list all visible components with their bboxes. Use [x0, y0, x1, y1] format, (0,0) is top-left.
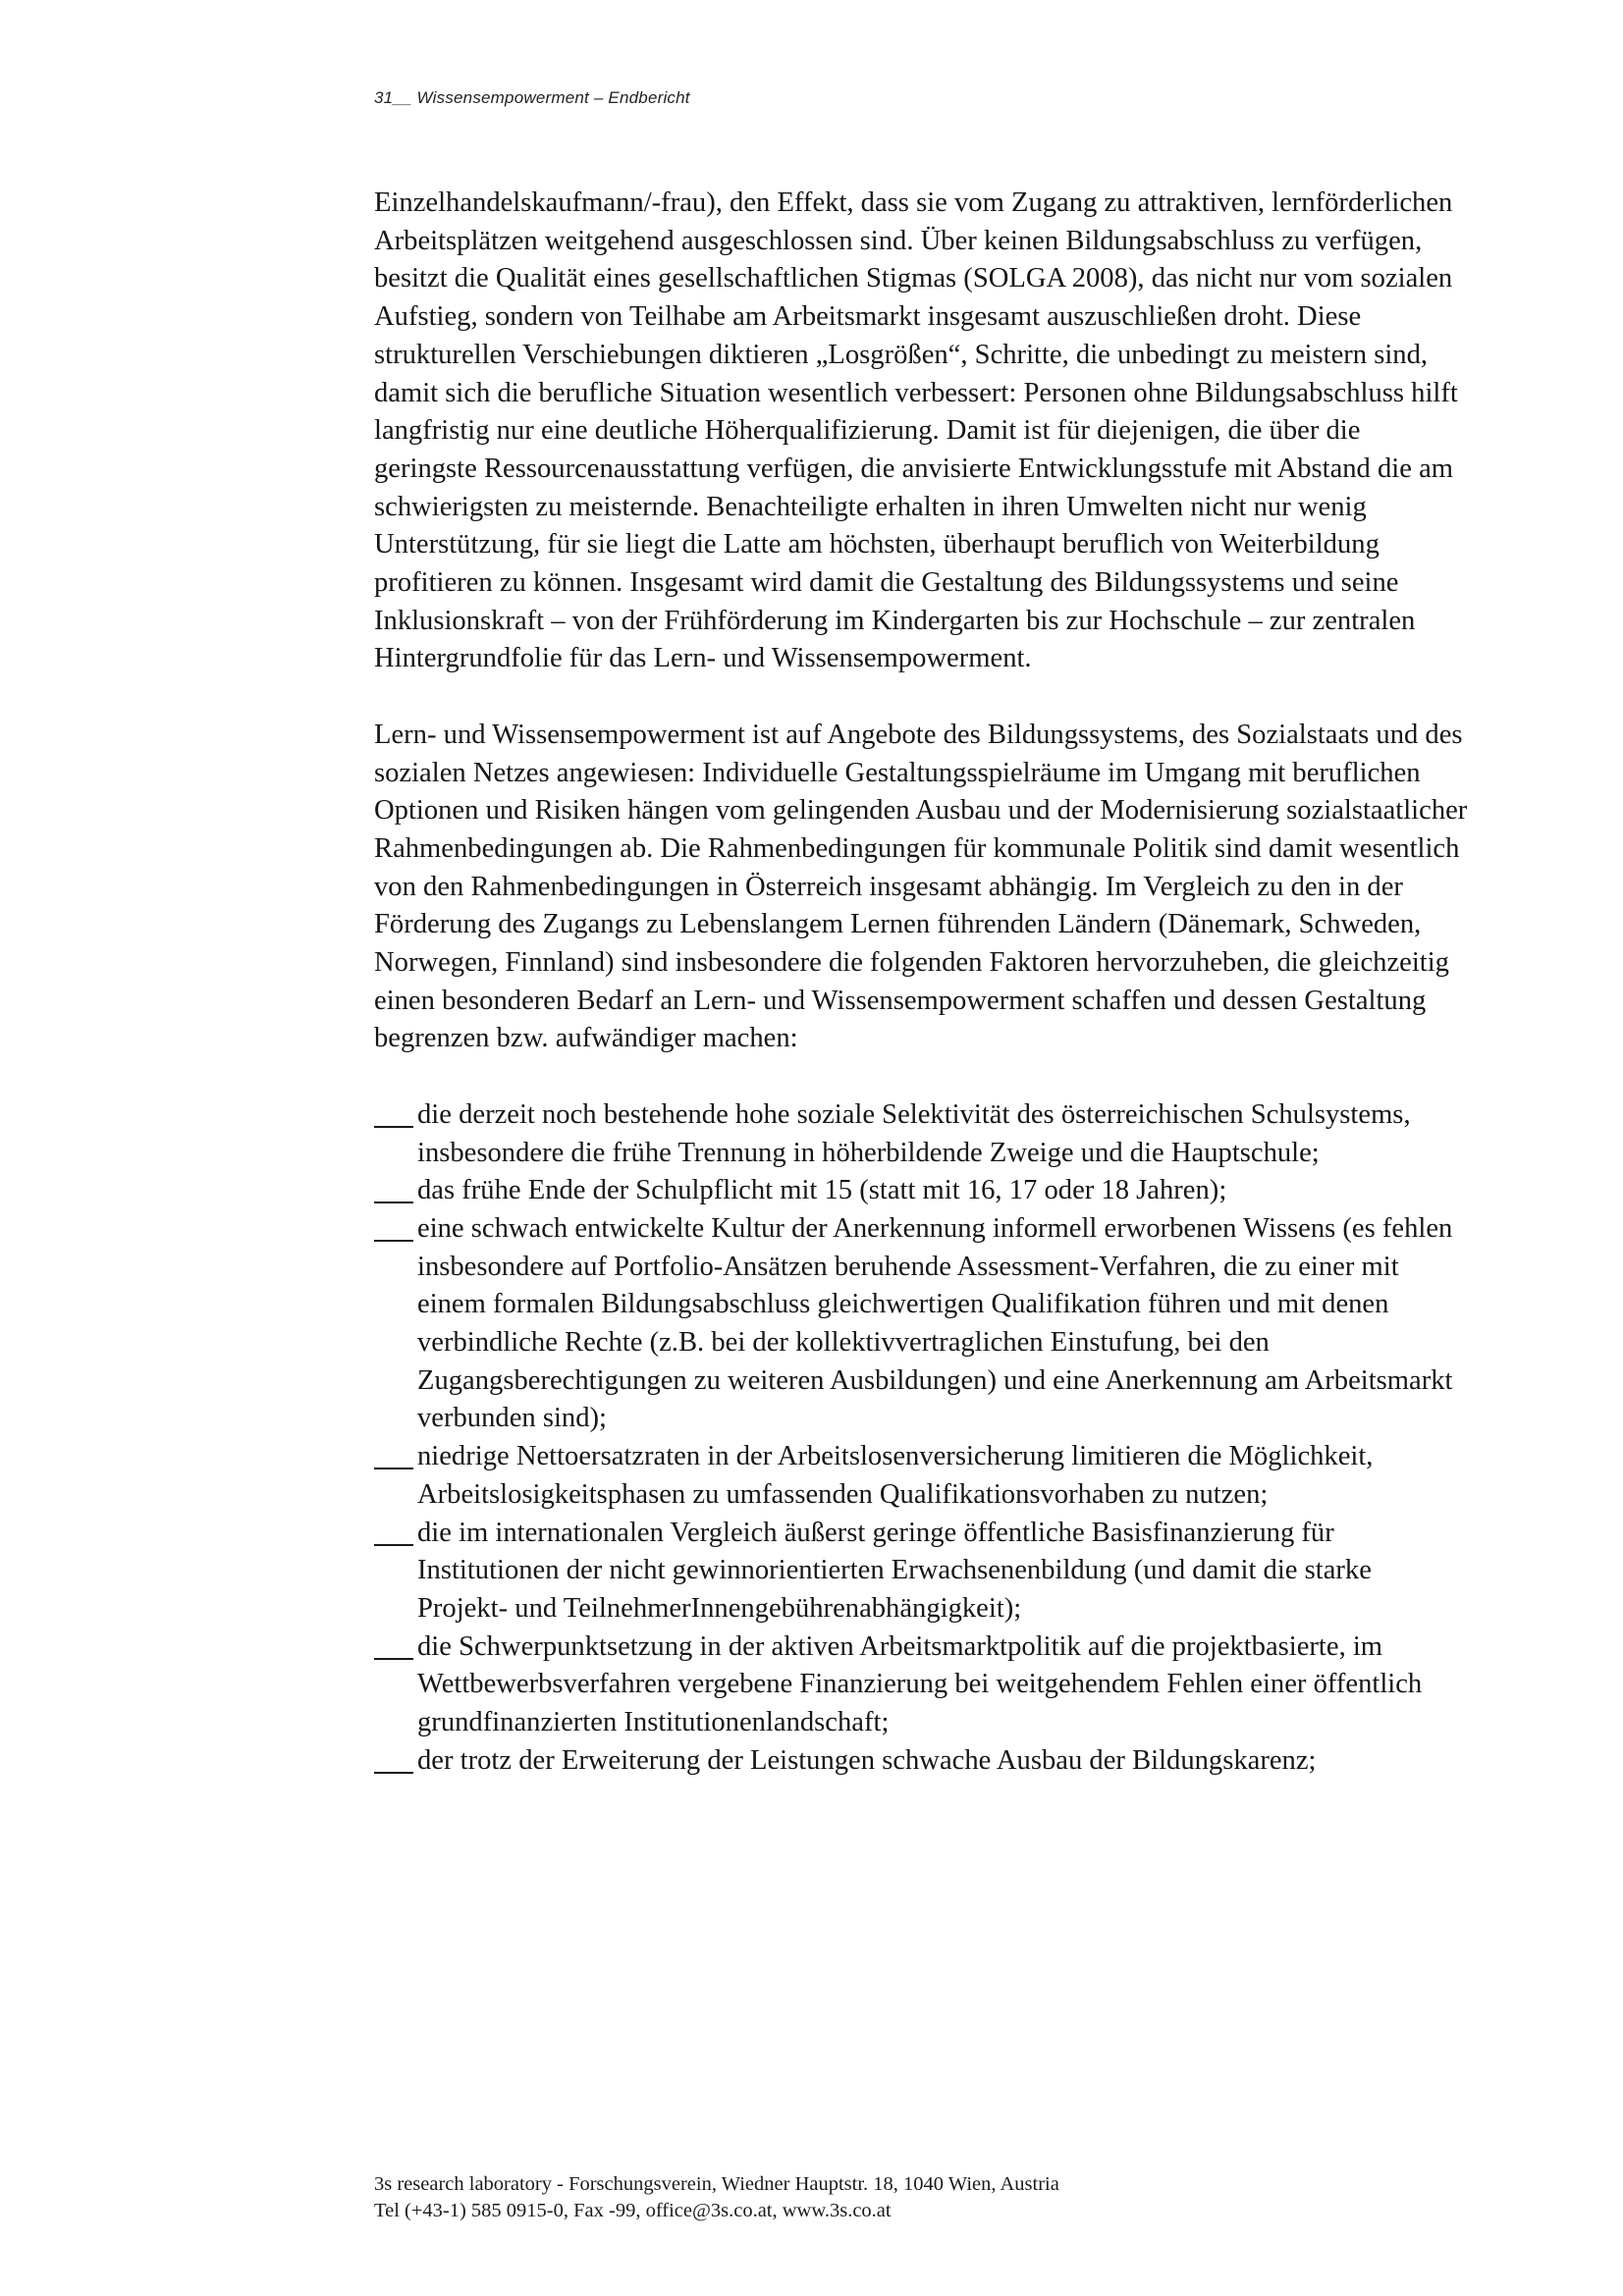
footer-contact: Tel (+43-1) 585 0915-0, Fax -99, office@3s.co.at, www.3s.co.at	[374, 2200, 892, 2221]
list-item	[374, 1438, 1469, 1514]
bullet-dash-icon	[374, 1201, 413, 1203]
list-item	[374, 1172, 1469, 1210]
list-item-text: niedrige Nettoersatzraten in der Arbeitslosenversicherung limitieren die Möglichkeit, Arbeitslosigkeitsphasen zu umfassenden Qualifikationsvorhaben zu nutzen;	[417, 1441, 1374, 1510]
running-header: 31__ Wissensempowerment – Endbericht	[374, 88, 690, 107]
bullet-dash-icon	[374, 1468, 413, 1469]
paragraph: Einzelhandelskaufmann/-frau), den Effekt, dass sie vom Zugang zu attraktiven, lernförderlichen Arbeitsplätzen weitgehend ausgeschlossen sind. Über keinen Bildungsabschluss zu verfügen, besitzt die Qualität eines gesellschaftlichen Stigmas (SOLGA 2008), das nicht nur vom sozialen Aufstieg, sondern von Teilhabe am Arbeitsmarkt insgesamt auszuschließen droht. Diese strukturellen Verschiebungen diktieren „Losgrößen“, Schritte, die unbedingt zu meistern sind, damit sich die berufliche Situation wesentlich verbessert: Personen ohne Bildungsabschluss hilft langfristig nur eine deutliche Höherqualifizierung. Damit ist für diejenigen, die über die geringste Ressourcenausstattung verfügen, die anvisierte Entwicklungsstufe mit Abstand die am schwierigsten zu meisternde. Benachteiligte erhalten in ihren Umwelten nicht nur wenig Unterstützung, für sie liegt die Latte am höchsten, überhaupt beruflich von Weiterbildung profitieren zu können. Insgesamt wird damit die Gestaltung des Bildungssystems und seine Inklusionskraft – von der Frühförderung im Kindergarten bis zur Hochschule – zur zentralen Hintergrundfolie für das Lern- und Wissensempowerment.	[374, 187, 1458, 674]
list-item	[374, 1742, 1469, 1781]
bullet-dash-icon	[374, 1772, 413, 1774]
list-item	[374, 1515, 1469, 1629]
list-item-text: das frühe Ende der Schulpflicht mit 15 (statt mit 16, 17 oder 18 Jahren);	[417, 1175, 1227, 1206]
paragraph: Lern- und Wissensempowerment ist auf Angebote des Bildungssystems, des Sozialstaats und des sozialen Netzes angewiesen: Individuelle Gestaltungsspielräume im Umgang mit beruflichen Optionen und Risiken hängen vom gelingenden Ausbau und der Modernisierung sozialstaatlicher Rahmenbedingungen ab. Die Rahmenbedingungen für kommunale Politik sind damit wesentlich von den Rahmenbedingungen in Österreich insgesamt abhängig. Im Vergleich zu den in der Förderung des Zugangs zu Lebenslangem Lernen führenden Ländern (Dänemark, Schweden, Norwegen, Finnland) sind insbesondere die folgenden Faktoren hervorzuheben, die gleichzeitig einen besonderen Bedarf an Lern- und Wissensempowerment schaffen und dessen Gestaltung begrenzen bzw. aufwändiger machen:	[374, 719, 1468, 1054]
bullet-dash-icon	[374, 1240, 413, 1242]
list-item	[374, 1096, 1469, 1172]
list-item-text: der trotz der Erweiterung der Leistungen schwache Ausbau der Bildungskarenz;	[417, 1744, 1317, 1776]
page-footer	[374, 2171, 1059, 2224]
bullet-dash-icon	[374, 1658, 413, 1660]
list-item-text: eine schwach entwickelte Kultur der Anerkennung informell erworbenen Wissens (es fehlen insbesondere auf Portfolio-Ansätzen beruhende Assessment-Verfahren, die zu einer mit einem formalen Bildungsabschluss gleichwertigen Qualifikation führen und mit denen verbindliche Rechte (z.B. bei der kollektivvertraglichen Einstufung, bei den Zugangsberechtigungen zu weiteren Ausbildungen) und eine Anerkennung am Arbeitsmarkt verbunden sind);	[417, 1212, 1453, 1434]
footer-address: 3s research laboratory - Forschungsverein, Wiedner Hauptstr. 18, 1040 Wien, Austria	[374, 2173, 1059, 2195]
bullet-dash-icon	[374, 1544, 413, 1546]
list-item	[374, 1210, 1469, 1438]
list-item-text: die im internationalen Vergleich äußerst geringe öffentliche Basisfinanzierung für Institutionen der nicht gewinnorientierten Erwachsenenbildung (und damit die starke Projekt- und TeilnehmerInnengebührenabhängigkeit);	[417, 1517, 1372, 1624]
bullet-dash-icon	[374, 1126, 413, 1128]
list-item	[374, 1629, 1469, 1742]
list-item-text: die derzeit noch bestehende hohe soziale Selektivität des österreichischen Schulsystems, insbesondere die frühe Trennung in höherbildende Zweige und die Hauptschule;	[417, 1098, 1411, 1168]
list-item-text: die Schwerpunktsetzung in der aktiven Arbeitsmarktpolitik auf die projektbasierte, im Wettbewerbsverfahren vergebene Finanzierung bei weitgehendem Fehlen einer öffentlich grundfinanzierten Institutionenlandschaft;	[417, 1630, 1423, 1738]
body-text	[374, 185, 1469, 1781]
factor-list	[374, 1096, 1469, 1781]
